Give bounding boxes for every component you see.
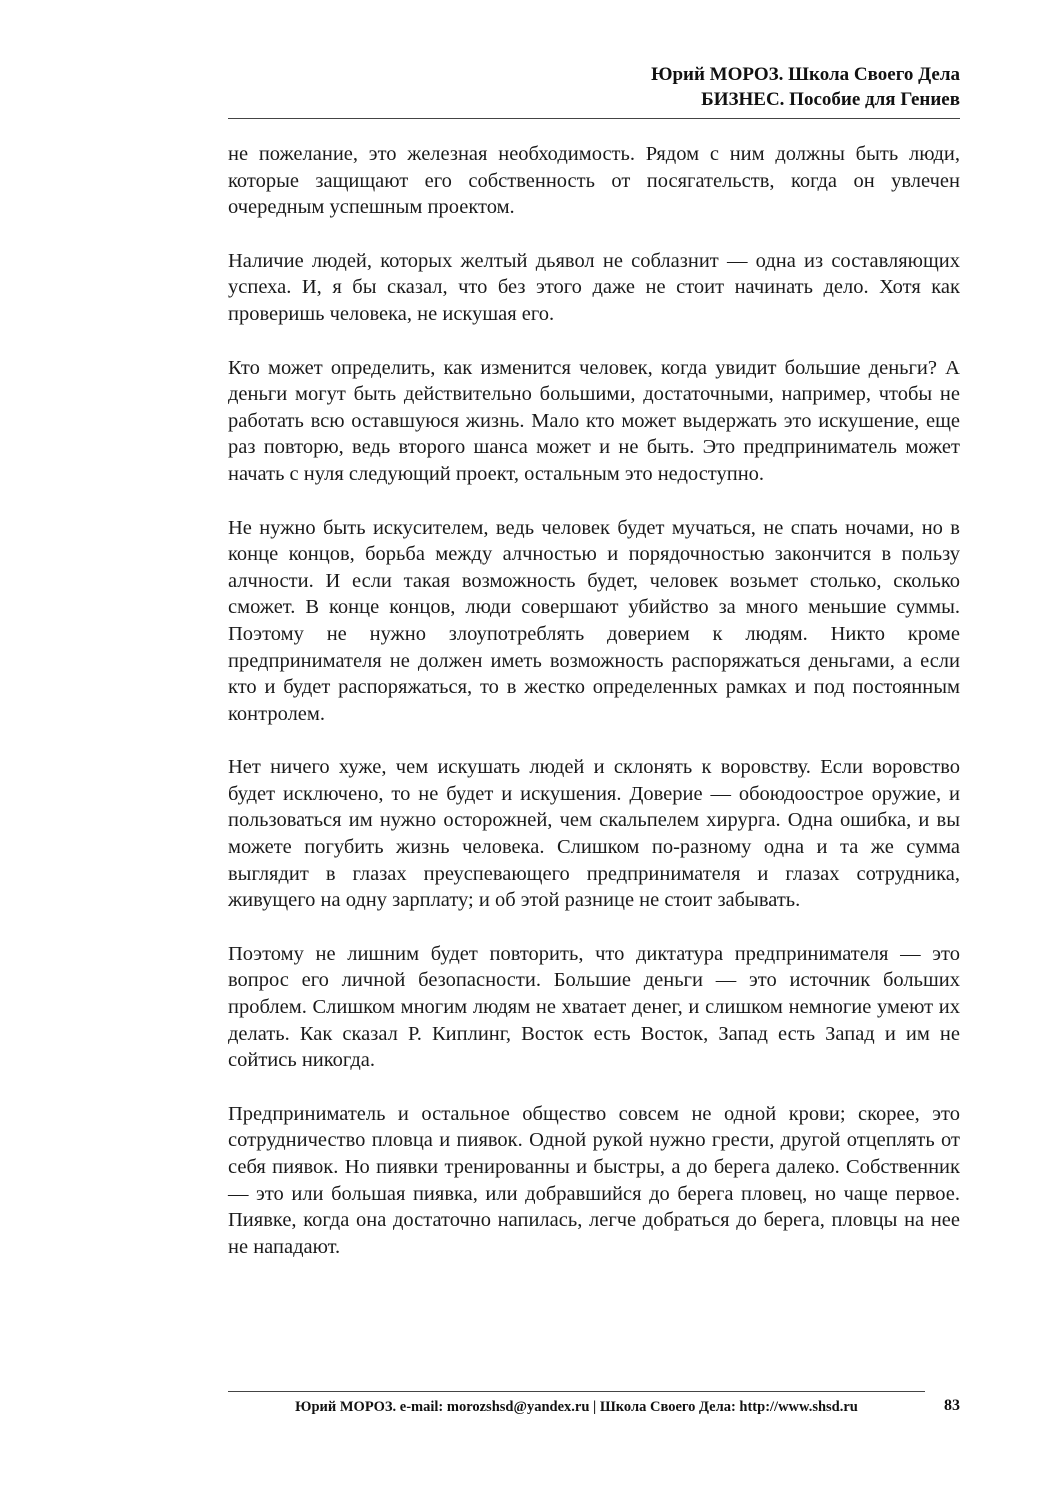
body-text [228,141,960,1287]
paragraph: Поэтому не лишним будет повторить, что диктатура предпринимателя — это вопрос его личной безопасности. Большие деньги — это источник больших проблем. Слишком многим людям не хватает денег, и слишком немногие умеют их делать. Как сказал Р. Киплинг, Восток есть Восток, Запад есть Запад и им не сойтись никогда. [228,942,960,1072]
page-header [228,62,960,112]
header-book-title: БИЗНЕС. Пособие для Гениев [701,89,960,110]
header-author-title: Юрий МОРОЗ. Школа Своего Дела [651,64,960,85]
page-number: 83 [944,1397,960,1414]
footer-contact: Юрий МОРОЗ. e-mail: morozshsd@yandex.ru | Школа Своего Дела: http://www.shsd.ru [295,1399,858,1415]
paragraph: Не нужно быть искусителем, ведь человек будет мучаться, не спать ночами, но в конце концов, борьба между алчностью и порядочностью закончится в пользу алчности. И если такая возможность будет, человек возьмет столько, сколько сможет. В конце концов, люди совершают убийство за много меньшие суммы. Поэтому не нужно злоупотреблять доверием к людям. Никто кроме предпринимателя не должен иметь возможность распоряжаться деньгами, а если кто и будет распоряжаться, то в жестко определенных рамках и под постоянным контролем. [228,516,960,725]
paragraph: Нет ничего хуже, чем искушать людей и склонять к воровству. Если воровство будет исключено, то не будет и искушения. Доверие — обоюдоострое оружие, и пользоваться им нужно осторожней, чем скальпелем хирурга. Одна ошибка, и вы можете погубить жизнь человека. Слишком по-разному одна и та же сумма выглядит в глазах преуспевающего предпринимателя и глазах сотрудника, живущего на одну зарплату; и об этой разнице не стоит забывать. [228,756,960,912]
header-divider [228,118,960,119]
paragraph: Предприниматель и остальное общество совсем не одной крови; скорее, это сотрудничество пловца и пиявок. Одной рукой нужно грести, другой отцеплять от себя пиявок. Но пиявки тренированны и быстры, а до берега далеко. Собственник — это или большая пиявка, или добравшийся до берега пловец, но чаще первое. Пиявке, когда она достаточно напилась, легче добраться до берега, пловцы на нее не нападают. [228,1102,960,1258]
paragraph: Наличие людей, которых желтый дьявол не соблазнит — одна из составляющих успеха. И, я бы сказал, что без этого даже не стоит начинать дело. Хотя как проверишь человека, не искушая его. [228,249,960,325]
paragraph: Кто может определить, как изменится человек, когда увидит большие деньги? А деньги могут быть действительно большими, достаточными, например, чтобы не работать всю оставшуюся жизнь. Мало кто может выдержать это искушение, еще раз повторю, ведь второго шанса может и не быть. Это предприниматель может начать с нуля следующий проект, остальным это недоступно. [228,356,960,485]
footer-divider [228,1391,925,1392]
paragraph: не пожелание, это железная необходимость. Рядом с ним должны быть люди, которые защищают его собственность от посягательств, когда он увлечен очередным успешным проектом. [228,143,960,219]
